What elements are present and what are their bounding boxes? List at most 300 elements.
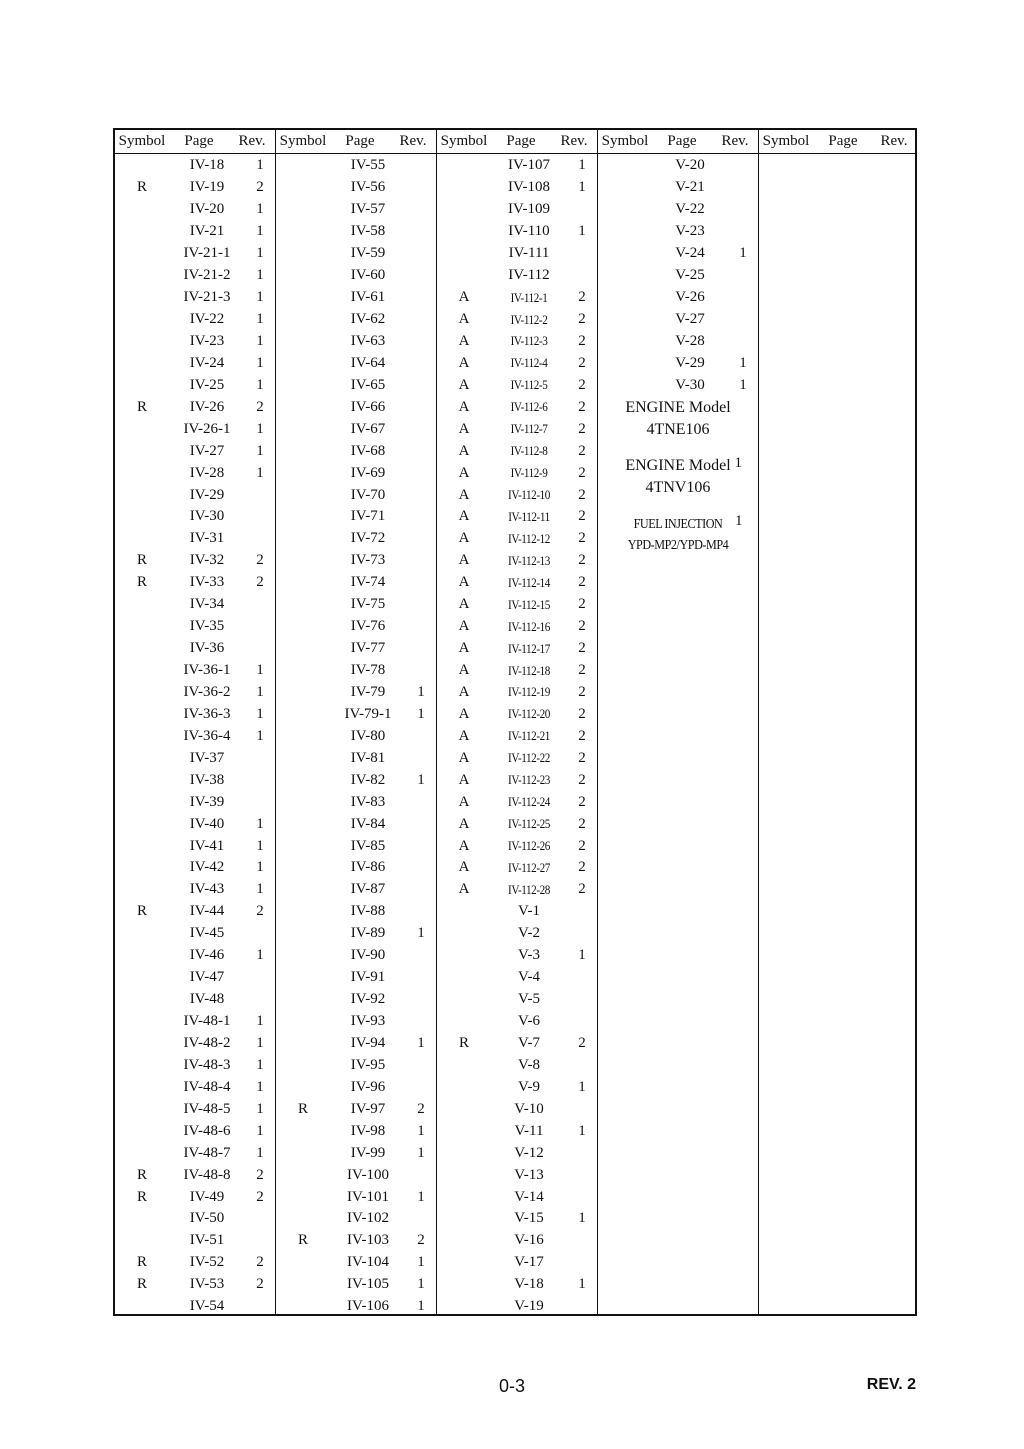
- symbol-cell: A: [458, 376, 470, 393]
- rev-cell: 2: [256, 574, 264, 591]
- page-cell: IV-55: [350, 157, 386, 174]
- page-cell: IV-112-10: [508, 487, 550, 503]
- page-cell: IV-44: [189, 903, 225, 920]
- table-row: [115, 703, 275, 725]
- page-cell: IV-94: [350, 1034, 386, 1051]
- table-row: [437, 1120, 597, 1142]
- rev-cell: 2: [578, 311, 586, 328]
- symbol-cell: R: [297, 1232, 308, 1249]
- page-cell: IV-92: [350, 991, 386, 1008]
- page-cell: IV-112-19: [508, 684, 550, 700]
- page-cell: IV-83: [350, 793, 386, 810]
- rev-cell: 1: [256, 223, 264, 240]
- table-row: [276, 418, 436, 440]
- page-cell: IV-22: [189, 311, 225, 328]
- table-row: [437, 1296, 597, 1318]
- table-row: [437, 725, 597, 747]
- symbol-cell: A: [458, 837, 470, 854]
- rev-cell: 1: [256, 354, 264, 371]
- header-symbol: Symbol: [440, 133, 488, 149]
- rev-cell: 2: [578, 815, 586, 832]
- symbol-cell: A: [458, 859, 470, 876]
- table-row: [115, 1120, 275, 1142]
- page-cell: IV-36-1: [183, 662, 231, 679]
- page-cell: IV-21-1: [183, 245, 231, 262]
- model-notes: [598, 397, 758, 555]
- table-row: [437, 747, 597, 769]
- table-row: [115, 243, 275, 265]
- rev-cell: 1: [256, 1100, 264, 1117]
- table-row: [276, 1011, 436, 1033]
- table-row: [276, 309, 436, 331]
- header-symbol: Symbol: [601, 133, 649, 149]
- rev-cell: 2: [578, 837, 586, 854]
- symbol-cell: A: [458, 705, 470, 722]
- page-cell: V-8: [518, 1056, 540, 1073]
- page-cell: IV-112-21: [508, 728, 550, 744]
- page-cell: IV-112-15: [508, 596, 550, 612]
- page-cell: IV-100: [347, 1166, 389, 1183]
- table-row: [115, 835, 275, 857]
- symbol-cell: A: [458, 793, 470, 810]
- page-cell: IV-43: [189, 881, 225, 898]
- page-cell: IV-18: [189, 157, 225, 174]
- page-cell: IV-87: [350, 881, 386, 898]
- table-row: [115, 462, 275, 484]
- table-row: [437, 616, 597, 638]
- table-row: [437, 221, 597, 243]
- symbol-cell: A: [458, 618, 470, 635]
- rev-cell: 2: [578, 420, 586, 437]
- table-row: [276, 572, 436, 594]
- table-row: [276, 1164, 436, 1186]
- page-cell: IV-51: [189, 1232, 225, 1249]
- table-row: [437, 901, 597, 923]
- rev-cell: 2: [578, 859, 586, 876]
- table-row: [115, 769, 275, 791]
- page-cell: IV-112-28: [508, 881, 550, 897]
- table-row: [276, 747, 436, 769]
- page-cell: IV-41: [189, 837, 225, 854]
- rev-cell: 2: [578, 683, 586, 700]
- table-row: [276, 769, 436, 791]
- note-line: 4TNV106: [645, 479, 711, 496]
- rev-cell: 2: [578, 530, 586, 547]
- page-cell: IV-27: [189, 442, 225, 459]
- rev-cell: 1: [417, 683, 425, 700]
- page-cell: V-5: [518, 991, 540, 1008]
- table-row: [115, 396, 275, 418]
- page-cell: IV-112-12: [508, 530, 550, 546]
- page-cell: IV-67: [350, 420, 386, 437]
- table-row: [437, 879, 597, 901]
- rev-cell: 1: [417, 925, 425, 942]
- table-row: [115, 550, 275, 572]
- page-cell: IV-106: [347, 1298, 389, 1315]
- rev-cell: 2: [417, 1232, 425, 1249]
- page-cell: V-21: [675, 179, 705, 196]
- table-row: [437, 1076, 597, 1098]
- table-row: [276, 835, 436, 857]
- page-cell: V-18: [514, 1276, 544, 1293]
- page-cell: IV-112-27: [508, 859, 550, 875]
- rev-cell: 2: [578, 332, 586, 349]
- page-cell: IV-90: [350, 947, 386, 964]
- page-cell: IV-107: [508, 157, 550, 174]
- symbol-cell: R: [136, 574, 147, 591]
- page-cell: IV-54: [189, 1298, 225, 1315]
- page-cell: IV-111: [508, 245, 550, 262]
- table-row: [115, 813, 275, 835]
- rev-cell: 1: [578, 1122, 586, 1139]
- table-row: [276, 813, 436, 835]
- page-cell: V-12: [514, 1144, 544, 1161]
- page-cell: IV-25: [189, 376, 225, 393]
- rev-cell: 1: [417, 1276, 425, 1293]
- table-row: [437, 1142, 597, 1164]
- rev-cell: 2: [578, 640, 586, 657]
- table-row: [115, 352, 275, 374]
- page-cell: IV-64: [350, 354, 386, 371]
- table-row: [115, 747, 275, 769]
- rev-cell: 2: [256, 179, 264, 196]
- page-cell: IV-112-2: [510, 311, 548, 327]
- table-row: [437, 1186, 597, 1208]
- page-cell: IV-31: [189, 530, 225, 547]
- page-cell: IV-20: [189, 201, 225, 218]
- page-cell: IV-49: [189, 1188, 225, 1205]
- table-row: [115, 221, 275, 243]
- table-row: [598, 287, 758, 309]
- page-cell: IV-76: [350, 618, 386, 635]
- page-cell: V-11: [514, 1122, 544, 1139]
- table-row: [437, 1054, 597, 1076]
- page-cell: IV-62: [350, 311, 386, 328]
- table-row: [276, 616, 436, 638]
- page-cell: IV-26: [189, 398, 225, 415]
- page-cell: IV-84: [350, 815, 386, 832]
- symbol-cell: A: [458, 596, 470, 613]
- table-row: [276, 1252, 436, 1274]
- page-cell: IV-110: [508, 223, 550, 240]
- page-cell: IV-47: [189, 969, 225, 986]
- table-row: [437, 835, 597, 857]
- symbol-cell: A: [458, 881, 470, 898]
- table-row: [276, 374, 436, 396]
- page-cell: IV-48: [189, 991, 225, 1008]
- page-cell: V-3: [518, 947, 540, 964]
- symbol-cell: A: [458, 530, 470, 547]
- page-cell: IV-36: [189, 640, 225, 657]
- page-cell: IV-95: [350, 1056, 386, 1073]
- symbol-cell: A: [458, 486, 470, 503]
- page-cell: IV-72: [350, 530, 386, 547]
- page-cell: IV-112-18: [508, 662, 550, 678]
- symbol-cell: R: [136, 1166, 147, 1183]
- rev-cell: 1: [739, 354, 747, 371]
- table-row: [276, 638, 436, 660]
- table-row: [115, 265, 275, 287]
- page-cell: IV-70: [350, 486, 386, 503]
- page-cell: V-17: [514, 1254, 544, 1271]
- page-cell: V-23: [675, 223, 705, 240]
- rev-cell: 1: [256, 245, 264, 262]
- symbol-cell: R: [136, 1276, 147, 1293]
- symbol-cell: A: [458, 442, 470, 459]
- page-cell: V-28: [675, 332, 705, 349]
- table-row: [437, 769, 597, 791]
- symbol-cell: R: [136, 552, 147, 569]
- page-cell: IV-112-6: [510, 399, 548, 415]
- engine-model-note: [598, 455, 758, 499]
- table-row: [276, 396, 436, 418]
- page-cell: IV-34: [189, 596, 225, 613]
- table-row: [276, 1208, 436, 1230]
- rev-cell: 2: [256, 1166, 264, 1183]
- rev-cell: 2: [256, 1188, 264, 1205]
- rev-cell: 1: [256, 815, 264, 832]
- column-header: [437, 130, 597, 154]
- rev-cell: 2: [578, 662, 586, 679]
- rev-cell: 2: [578, 354, 586, 371]
- rev-cell: 1: [256, 662, 264, 679]
- page-cell: IV-112-5: [510, 377, 548, 393]
- page-cell: IV-82: [350, 771, 386, 788]
- table-row: [115, 725, 275, 747]
- table-row: [115, 331, 275, 353]
- rev-cell: 1: [256, 727, 264, 744]
- rev-cell: 1: [256, 859, 264, 876]
- page-cell: V-15: [514, 1210, 544, 1227]
- page-cell: IV-66: [350, 398, 386, 415]
- table-row: [115, 682, 275, 704]
- table-row: [115, 901, 275, 923]
- rev-cell: 2: [578, 289, 586, 306]
- table-row: [276, 725, 436, 747]
- page-number: 0-3: [498, 1376, 525, 1396]
- engine-model-note: [598, 397, 758, 441]
- table-row: [598, 331, 758, 353]
- table-row: [276, 945, 436, 967]
- page-cell: IV-38: [189, 771, 225, 788]
- rev-cell: 1: [256, 376, 264, 393]
- table-row: [437, 967, 597, 989]
- page-cell: IV-48-1: [183, 1013, 231, 1030]
- rev-cell: 1: [256, 1013, 264, 1030]
- table-row: [437, 1011, 597, 1033]
- page-cell: IV-56: [350, 179, 386, 196]
- table-row: [437, 287, 597, 309]
- table-row: [276, 484, 436, 506]
- table-row: [437, 462, 597, 484]
- page-cell: IV-112-17: [508, 640, 550, 656]
- rev-cell: 1: [256, 837, 264, 854]
- rev-cell: 1: [256, 1078, 264, 1095]
- page-cell: IV-73: [350, 552, 386, 569]
- page-cell: IV-36-2: [183, 683, 231, 700]
- table-row: [115, 923, 275, 945]
- table-row: [437, 1164, 597, 1186]
- table-row: [276, 287, 436, 309]
- rev-cell: 1: [256, 1056, 264, 1073]
- table-row: [115, 967, 275, 989]
- page-cell: IV-48-2: [183, 1034, 231, 1051]
- table-row: [598, 309, 758, 331]
- revision-label: REV. 2: [866, 1376, 916, 1393]
- rev-cell: 2: [256, 903, 264, 920]
- page-cell: IV-48-7: [183, 1144, 231, 1161]
- page-cell: IV-79-1: [344, 705, 392, 722]
- header-rev: Rev.: [238, 133, 266, 149]
- table-row: [115, 418, 275, 440]
- rev-cell: 2: [578, 793, 586, 810]
- rev-cell: 1: [256, 881, 264, 898]
- rev-cell: 2: [578, 376, 586, 393]
- table-row: [276, 791, 436, 813]
- page-cell: IV-23: [189, 332, 225, 349]
- table-row: [276, 243, 436, 265]
- rev-cell: 2: [256, 398, 264, 415]
- rev-cell: 2: [578, 508, 586, 525]
- page-cell: V-6: [518, 1013, 540, 1030]
- rev-cell: 1: [578, 1276, 586, 1293]
- rev-cell: 2: [578, 464, 586, 481]
- table-row: [115, 1296, 275, 1318]
- rev-cell: 1: [578, 947, 586, 964]
- table-row: [437, 813, 597, 835]
- symbol-cell: R: [136, 1254, 147, 1271]
- symbol-cell: A: [458, 771, 470, 788]
- page-cell: IV-21-2: [183, 267, 231, 284]
- page-cell: IV-48-5: [183, 1100, 231, 1117]
- table-row: [276, 506, 436, 528]
- table-row: [115, 440, 275, 462]
- symbol-cell: A: [458, 815, 470, 832]
- table-row: [437, 989, 597, 1011]
- table-column-4: [598, 130, 759, 1314]
- page-cell: IV-48-4: [183, 1078, 231, 1095]
- page-cell: IV-69: [350, 464, 386, 481]
- symbol-cell: A: [458, 552, 470, 569]
- page-cell: IV-112-14: [508, 574, 550, 590]
- table-row: [276, 923, 436, 945]
- table-row: [276, 967, 436, 989]
- rev-cell: 2: [578, 1034, 586, 1051]
- note-line: ENGINE Model: [625, 457, 731, 474]
- table-row: [115, 1230, 275, 1252]
- page-cell: IV-30: [189, 508, 225, 525]
- header-rev: Rev.: [721, 133, 749, 149]
- rev-cell: 2: [578, 705, 586, 722]
- table-row: [437, 1098, 597, 1120]
- page-cell: IV-79: [350, 683, 386, 700]
- page-cell: IV-36-4: [183, 727, 231, 744]
- rev-cell: 1: [256, 1034, 264, 1051]
- table-row: [276, 1186, 436, 1208]
- page-cell: IV-112-23: [508, 772, 550, 788]
- header-page: Page: [828, 133, 858, 149]
- page-cell: IV-26-1: [183, 420, 231, 437]
- rev-cell: 1: [417, 1034, 425, 1051]
- page-cell: IV-112-8: [510, 443, 548, 459]
- page-cell: IV-112-1: [510, 289, 548, 305]
- table-row: [276, 989, 436, 1011]
- table-row: [437, 572, 597, 594]
- page-cell: IV-71: [350, 508, 386, 525]
- page-cell: IV-112-26: [508, 838, 550, 854]
- table-row: [115, 616, 275, 638]
- table-row: [115, 309, 275, 331]
- rev-cell: 2: [417, 1100, 425, 1117]
- table-row: [437, 1274, 597, 1296]
- table-row: [115, 791, 275, 813]
- table-row: [115, 506, 275, 528]
- page-cell: IV-86: [350, 859, 386, 876]
- page-cell: IV-78: [350, 662, 386, 679]
- table-row: [115, 199, 275, 221]
- table-row: [276, 177, 436, 199]
- page-cell: IV-37: [189, 749, 225, 766]
- page-cell: V-16: [514, 1232, 544, 1249]
- header-symbol: Symbol: [118, 133, 166, 149]
- table-row: [598, 243, 758, 265]
- rev-cell: 1: [417, 771, 425, 788]
- page-cell: V-2: [518, 925, 540, 942]
- table-row: [598, 265, 758, 287]
- page-cell: IV-60: [350, 267, 386, 284]
- rev-cell: 1: [256, 442, 264, 459]
- table-row: [276, 1296, 436, 1318]
- table-row: [276, 1076, 436, 1098]
- page-cell: IV-36-3: [183, 705, 231, 722]
- page-cell: IV-24: [189, 354, 225, 371]
- table-row: [115, 660, 275, 682]
- rev-cell: 1: [256, 267, 264, 284]
- rev-cell: 2: [578, 881, 586, 898]
- table-row: [437, 199, 597, 221]
- table-row: [115, 1142, 275, 1164]
- page-cell: IV-112-7: [510, 421, 548, 437]
- table-row: [276, 1142, 436, 1164]
- table-row: [115, 484, 275, 506]
- rev-cell: 1: [256, 311, 264, 328]
- page-cell: V-25: [675, 267, 705, 284]
- table-row: [598, 221, 758, 243]
- table-row: [115, 1076, 275, 1098]
- table-row: [437, 638, 597, 660]
- table-row: [276, 703, 436, 725]
- table-row: [437, 440, 597, 462]
- rev-cell: 2: [578, 552, 586, 569]
- note-line: 4TNE106: [646, 421, 710, 438]
- page-cell: IV-91: [350, 969, 386, 986]
- table-row: [598, 155, 758, 177]
- page-cell: IV-42: [189, 859, 225, 876]
- table-row: [437, 374, 597, 396]
- table-row: [276, 901, 436, 923]
- table-row: [437, 331, 597, 353]
- header-rev: Rev.: [399, 133, 427, 149]
- table-row: [115, 1011, 275, 1033]
- table-row: [115, 374, 275, 396]
- symbol-cell: R: [136, 903, 147, 920]
- page-cell: IV-112-22: [508, 750, 550, 766]
- symbol-cell: A: [458, 662, 470, 679]
- table-row: [437, 418, 597, 440]
- symbol-cell: A: [458, 289, 470, 306]
- page-cell: V-13: [514, 1166, 544, 1183]
- rev-cell: 2: [578, 596, 586, 613]
